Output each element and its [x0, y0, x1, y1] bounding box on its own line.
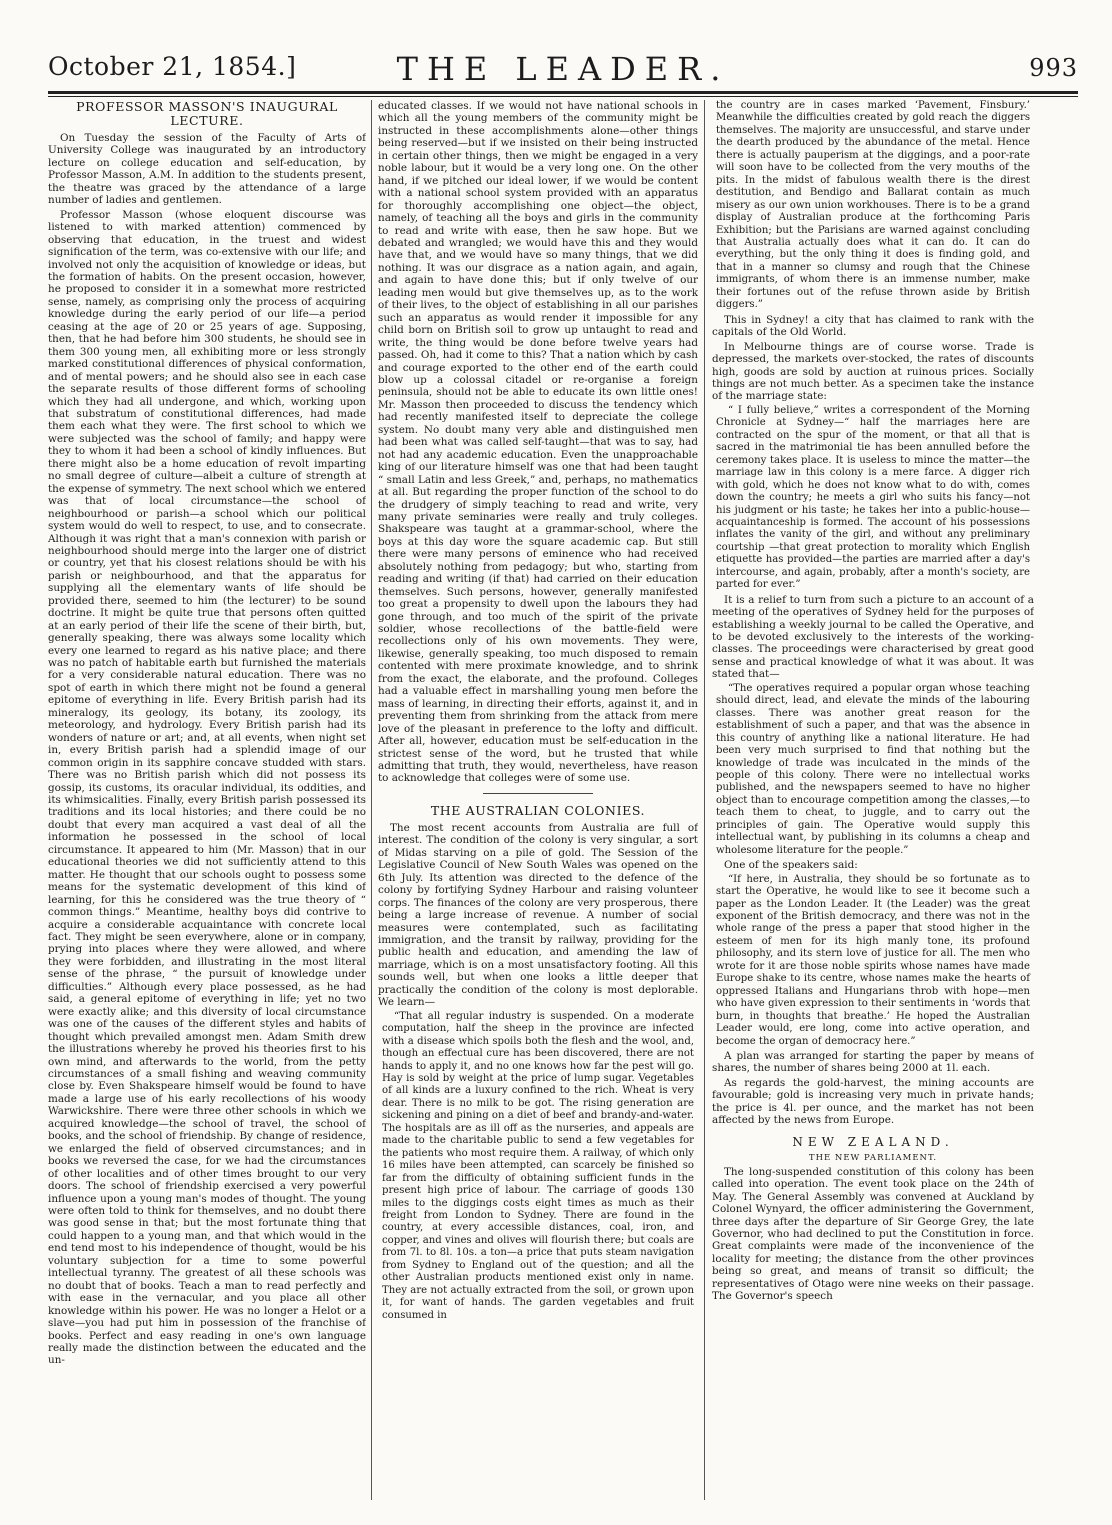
article-paragraph: On Tuesday the session of the Faculty of Arts of University College was inaugurated by an introductory lecture on college education and self-education, by Professor Masson, A.M. In addition to the students present, the theatre was graced by the attendance of a large number of ladies and gentlemen. — [48, 132, 366, 207]
column-1 — [48, 100, 366, 1505]
issue-date: October 21, 1854.] — [48, 52, 297, 81]
article-paragraph: This in Sydney! a city that has claimed to rank with the capitals of the Old World. — [712, 313, 1034, 339]
column-divider — [704, 100, 705, 1500]
newspaper-title: THE LEADER. — [396, 50, 730, 88]
article-subtitle: THE NEW PARLIAMENT. — [808, 1152, 938, 1163]
article-paragraph: Professor Masson (whose eloquent discourse was listened to with marked attention) commenced by observing that education, in the truest and widest signification of the term, was co-extensive with our life; and involved not only the acquisition of knowledge or ideas, but the formation of habits. On the present occasion, however, he proposed to consider it in a somewhat more restricted sense, namely, as comprising only the process of acquiring knowledge during the early period of our life—a period ceasing at the age of 20 or 25 years of age. Supposing, then, that he had before him 300 students, he should see in them 300 young men, all exhibiting more or less strongly marked constitutional differences of physical conformation, and of mental powers; and he should also see in each case the separate results of those different forms of schooling which they had all undergone, and which, working upon that substratum of constitutional differences, had made them each what they were. The first school to which we were subjected was the school of family; and happy were they to whom it had been a school of kindly influences. But there might also be a home education of revolt imparting no small degree of culture—albeit a culture of strength at the expense of symmetry. The next school which we entered was that of local circumstance—the school of neighbourhood or parish—a school which our political system would do well to respect, to use, and to consecrate. Although it was right that a man's connexion with parish or neighbourhood should merge into the larger one of district or country, yet that his closest relations should be with his parish or neighbourhood, and that the apparatus for supplying all the elementary wants of life should be provided there, seemed to him (the lecturer) to be sound doctrine. It might be quite true that persons often quitted at an early period of their life the scene of their birth, but, generally speaking, there was always some locality which every one learned to regard as his native place; and there was no patch of habitable earth but furnished the materials for a very considerable natural education. There was no spot of earth in which there might not be found a general epitome of everything in life. Every British parish had its mineralogy, its geology, its botany, its zoology, its meteorology, and hydrology. Every British parish had its wonders of nature or art; and, at all events, when night set in, every British parish had a splendid image of our common origin in its sapphire concave studded with stars. There was no British parish which did not possess its gossip, its customs, its oracular individual, its oddities, and its whimsicalities. Finally, every British parish possessed its traditions and its local histories; and there could be no doubt that every man acquired a vast deal of all the information he possessed in the school of local circumstance. It appeared to him (Mr. Masson) that in our educational theories we did not sufficiently attend to this matter. He thought that our schools ought to possess some means for the systematic development of this kind of learning, for this he considered was the true theory of “ common things.” Meantime, healthy boys did contrive to acquire a considerable acquaintance with concrete local fact. They might be seen everywhere, alone or in company, prying into places where they were allowed, and where they were forbidden, and illustrating in the most literal sense of the phrase, “ the pursuit of knowledge under difficulties.” Although every place possessed, as he had said, a general epitome of everything in life; yet no two were exactly alike; and this diversity of local circumstance was one of the causes of the different styles and habits of thought which prevailed amongst men. Adam Smith drew the illustrations whereby he proved his theories first to his own mind, and afterwards to the world, from the petty circumstances of a small fishing and weaving community close by. Even Shakspeare himself would be found to have made a large use of his early recollections of his woody Warwickshire. There were three other schools in which we acquired knowledge—the school of travel, the school of books, and the school of friendship. By change of residence, we enlarged the field of observed circumstances; and in books we reversed the case, for we had the circumstances of other localities and of other times brought to our very doors. The school of friendship exercised a very powerful influence upon a young man's modes of thought. The young were often told to think for themselves, and no doubt there was good sense in that; but the most fortunate thing that could happen to a young man, and that which would in the end tend most to his independence of thought, would be his voluntary subjection for a time to some powerful intellectual tyranny. The greatest of all these schools was no doubt that of books. Teach a man to read perfectly and with ease in the vernacular, and you place all other knowledge within his power. He was no longer a Helot or a slave—you had put him in possession of the franchise of books. Perfect and easy reading in one's own language really made the distinction between the educated and the un- — [48, 208, 366, 1367]
article-paragraph: The long-suspended constitution of this colony has been called into operation. The event took place on the 24th of May. The General Assembly was convened at Auckland by Colonel Wynyard, the officer administering the Government, three days after the departure of Sir George Grey, the late Governor, who had declined to put the Constitution in force. Great complaints were made of the inconvenience of the locality for meeting; the distance from the other provinces being so great, and means of transit so difficult; the representatives of Otago were nine weeks on their passage. The Governor's speech — [712, 1165, 1034, 1303]
article-title: NEW ZEALAND. — [792, 1134, 954, 1149]
article-paragraph: In Melbourne things are of course worse. Trade is depressed, the markets over-stocked, the rates of discounts high, goods are sold by auction at ruinous prices. Socially things are not much better. As a specimen take the instance of the marriage state: — [712, 340, 1034, 403]
masthead-rule-thin — [48, 96, 1078, 97]
article-paragraph: The most recent accounts from Australia are full of interest. The condition of the colony is very singular, a sort of Midas starving on a pile of gold. The Session of the Legislative Council of New South Wales was opened on the 6th July. Its attention was directed to the defence of the colony by fortifying Sydney Harbour and raising volunteer corps. The finances of the colony are very prosperous, there being a large increase of revenue. A number of social measures were contemplated, such as facilitating immigration, and the transit by railway, providing for the public health and education, and amending the law of marriage, which is on a most unsatisfactory footing. All this sounds well, but when one looks a little deeper that practically the condition of the colony is most deplorable. We learn— — [378, 821, 698, 1009]
article-title: THE AUSTRALIAN COLONIES. — [430, 802, 646, 818]
article-paragraph: educated classes. If we would not have national schools in which all the young members of the community might be instructed in these accomplishments alone—other things being reserved—but if we insisted on their being instructed in certain other things, then we might be engaged in a very noble labour, but it would be a very long one. On the other hand, if we pitched our ideal lower, if we would be content with a national school system provided with an apparatus for thoroughly accomplishing one object—the object, namely, of teaching all the boys and girls in the community to read and write with ease, then he saw hope. But we debated and wrangled; we would have this and they would have that, and we would have so many things, that we did nothing. It was our disgrace as a nation again, and again, and again to have done this; but if only twelve of our leading men would but give themselves up, as to the work of their lives, to the object of establishing in all our parishes such an apparatus as would render it impossible for any child born on British soil to grow up untaught to read and write, the thing would be done before twelve years had passed. Oh, had it come to this? That a nation which by cash and courage exported to the other end of the earth could blow up a colossal citadel or re-organise a foreign peninsula, should not be able to educate its own little ones! Mr. Masson then proceeded to discuss the tendency which had recently manifested itself to depreciate the college system. No doubt many very able and distinguished men had been what was called self-taught—that was to say, had not had any academic education. Even the unapproachable king of our literature himself was one that had been taught “ small Latin and less Greek,” and, perhaps, no mathematics at all. But regarding the proper function of the school to do the drudgery of simply teaching to read and write, very many private seminaries were really and truly colleges. Shakspeare was taught at a grammar-school, where the boys at this day wore the square academic cap. But still there were many persons of eminence who had received absolutely nothing from pedagogy; but who, starting from reading and writing (if that) had carried on their education themselves. Such persons, however, generally manifested too great a propensity to dwell upon the labours they had gone through, and too much of the spirit of the private soldier, whose recollections of the battle-field were recollections only of his own movements. They were, likewise, generally speaking, too much disposed to remain contented with mere proximate knowledge, and to shrink from the exact, the elaborate, and the profound. Colleges had a valuable effect in marshalling young men before the mass of learning, in directing their efforts, against it, and in preventing them from shrinking from the attack from mere love of the pleasant in preference to the lofty and difficult. After all, however, education must be self-education in the strictest sense of the word, but he trusted that while admitting that truth, they would, nevertheless, have reason to acknowledge that colleges were of some use. — [378, 100, 698, 785]
article-paragraph: A plan was arranged for starting the paper by means of shares, the number of shares being 2000 at 1l. each. — [712, 1049, 1034, 1075]
masthead-rule-thick — [48, 91, 1078, 94]
quoted-paragraph: “That all regular industry is suspended. On a moderate computation, half the sheep in the province are infected with a disease which spoils both the flesh and the wool, and, though an effectual cure has been discovered, there are not hands to apply it, and no one knows how far the pest will go. Hay is sold by weight at the price of lump sugar. Vegetables of all kinds are a luxury confined to the rich. Wheat is very dear. There is no milk to be got. The rising generation are sickening and pining on a diet of beef and brandy-and-water. The hospitals are as ill off as the nurseries, and appeals are made to the charitable public to send a few vegetables for the patients who most require them. A railway, of which only 16 miles have been attempted, can scarcely be finished so far from the difficulty of obtaining sufficient funds in the present high price of labour. The carriage of goods 130 miles to the diggings costs eight times as much as their freight from London to Sydney. There are found in the country, at every accessible distances, coal, iron, and copper, and vines and olives will flourish there; but coals are from 7l. to 8l. 10s. a ton—a price that puts steam navigation from Sydney to England out of the question; and all the other Australian products mentioned exist only in name. They are not actually extracted from the soil, or grown upon it, for want of hands. The garden vegetables and fruit consumed in — [382, 1010, 694, 1321]
quoted-paragraph: the country are in cases marked ‘Pavement, Finsbury.’ Meanwhile the difficulties created by gold reach the diggers themselves. The majority are unsuccessful, and starve under the dearth produced by the abundance of the metal. Hence there is actually pauperism at the diggings, and a poor-rate will soon have to be collected from the very mouths of the pits. In the midst of fabulous wealth there is the direst destitution, and Bendigo and Ballarat contain as much misery as our own union workhouses. There is to be a grand display of Australian produce at the forthcoming Paris Exhibition; but the Parisians are warned against concluding that Australia actually does what it can do. It can do everything, but the only thing it does is finding gold, and that in a manner so clumsy and rough that the Chinese immigrants, of whom there is an immense number, make their fortunes out of the refuse thrown aside by British diggers.” — [716, 100, 1030, 311]
page-number: 993 — [1029, 54, 1078, 82]
quoted-paragraph: “The operatives required a popular organ whose teaching should direct, lead, and elevate the minds of the labouring classes. There was another great reason for the establishment of such a paper, and that was the absence in this country of anything like a national literature. He had been very much surprised to find that nothing but the knowledge of trade was inculcated in the minds of the people of this colony. There were no intellectual works published, and the newspapers seemed to have no higher object than to encourage competition among the classes,—to teach them to cheat, to juggle, and to carry out the principles of gain. The Operative would supply this intellectual want, by publishing in its columns a cheap and wholesome literature for the people.” — [716, 682, 1030, 856]
article-paragraph: One of the speakers said: — [724, 859, 858, 872]
column-divider — [371, 100, 372, 1500]
article-paragraph: It is a relief to turn from such a picture to an account of a meeting of the operatives of Sydney held for the purposes of establishing a weekly journal to be called the Operative, and to be devoted exclusively to the interests of the working-classes. The proceedings were characterised by great good sense and practical knowledge of what it was about. It was stated that— — [712, 593, 1034, 681]
article-title: PROFESSOR MASSON'S INAUGURAL LECTURE. — [76, 100, 338, 128]
section-rule — [483, 793, 593, 794]
quoted-paragraph: “If here, in Australia, they should be so fortunate as to start the Operative, he would like to see it become such a paper as the London Leader. It (the Leader) was the great exponent of the British democracy, and there was not in the whole range of the press a paper that stood higher in the esteem of men for its high manly tone, its profound philosophy, and its stern love of justice for all. The men who wrote for it are those noble spirits whose names have made Europe shake to its centre, whose names make the hearts of oppressed Italians and Hungarians throb with hope—men who have given expression to their sentiments in ‘words that burn, in thoughts that breathe.’ He hoped the Australian Leader would, ere long, come into active operation, and become the organ of democracy here.” — [716, 873, 1030, 1047]
column-2 — [378, 100, 698, 1505]
quoted-paragraph: “ I fully believe,” writes a correspondent of the Morning Chronicle at Sydney—“ half the marriages here are contracted on the spur of the moment, or that all that is sacred in the matrimonial tie has been annulled before the ceremony takes place. It is useless to mince the matter—the marriage law in this colony is a mere farce. A digger rich with gold, which he does not know what to do with, comes down the country; he meets a girl who suits his fancy—not his judgment or his taste; he takes her into a public-house—acquaintanceship is formed. The account of his possessions inflates the vanity of the girl, and without any preliminary courtship —that great protection to morality which English etiquette has provided—the parties are married after a day's intercourse, and again, probably, after a month's society, are parted for ever.” — [716, 404, 1030, 591]
column-3 — [712, 100, 1034, 1505]
masthead — [48, 48, 1078, 88]
article-paragraph: As regards the gold-harvest, the mining accounts are favourable; gold is increasing very much in private hands; the price is 4l. per ounce, and the market has not been affected by the news from Europe. — [712, 1076, 1034, 1127]
